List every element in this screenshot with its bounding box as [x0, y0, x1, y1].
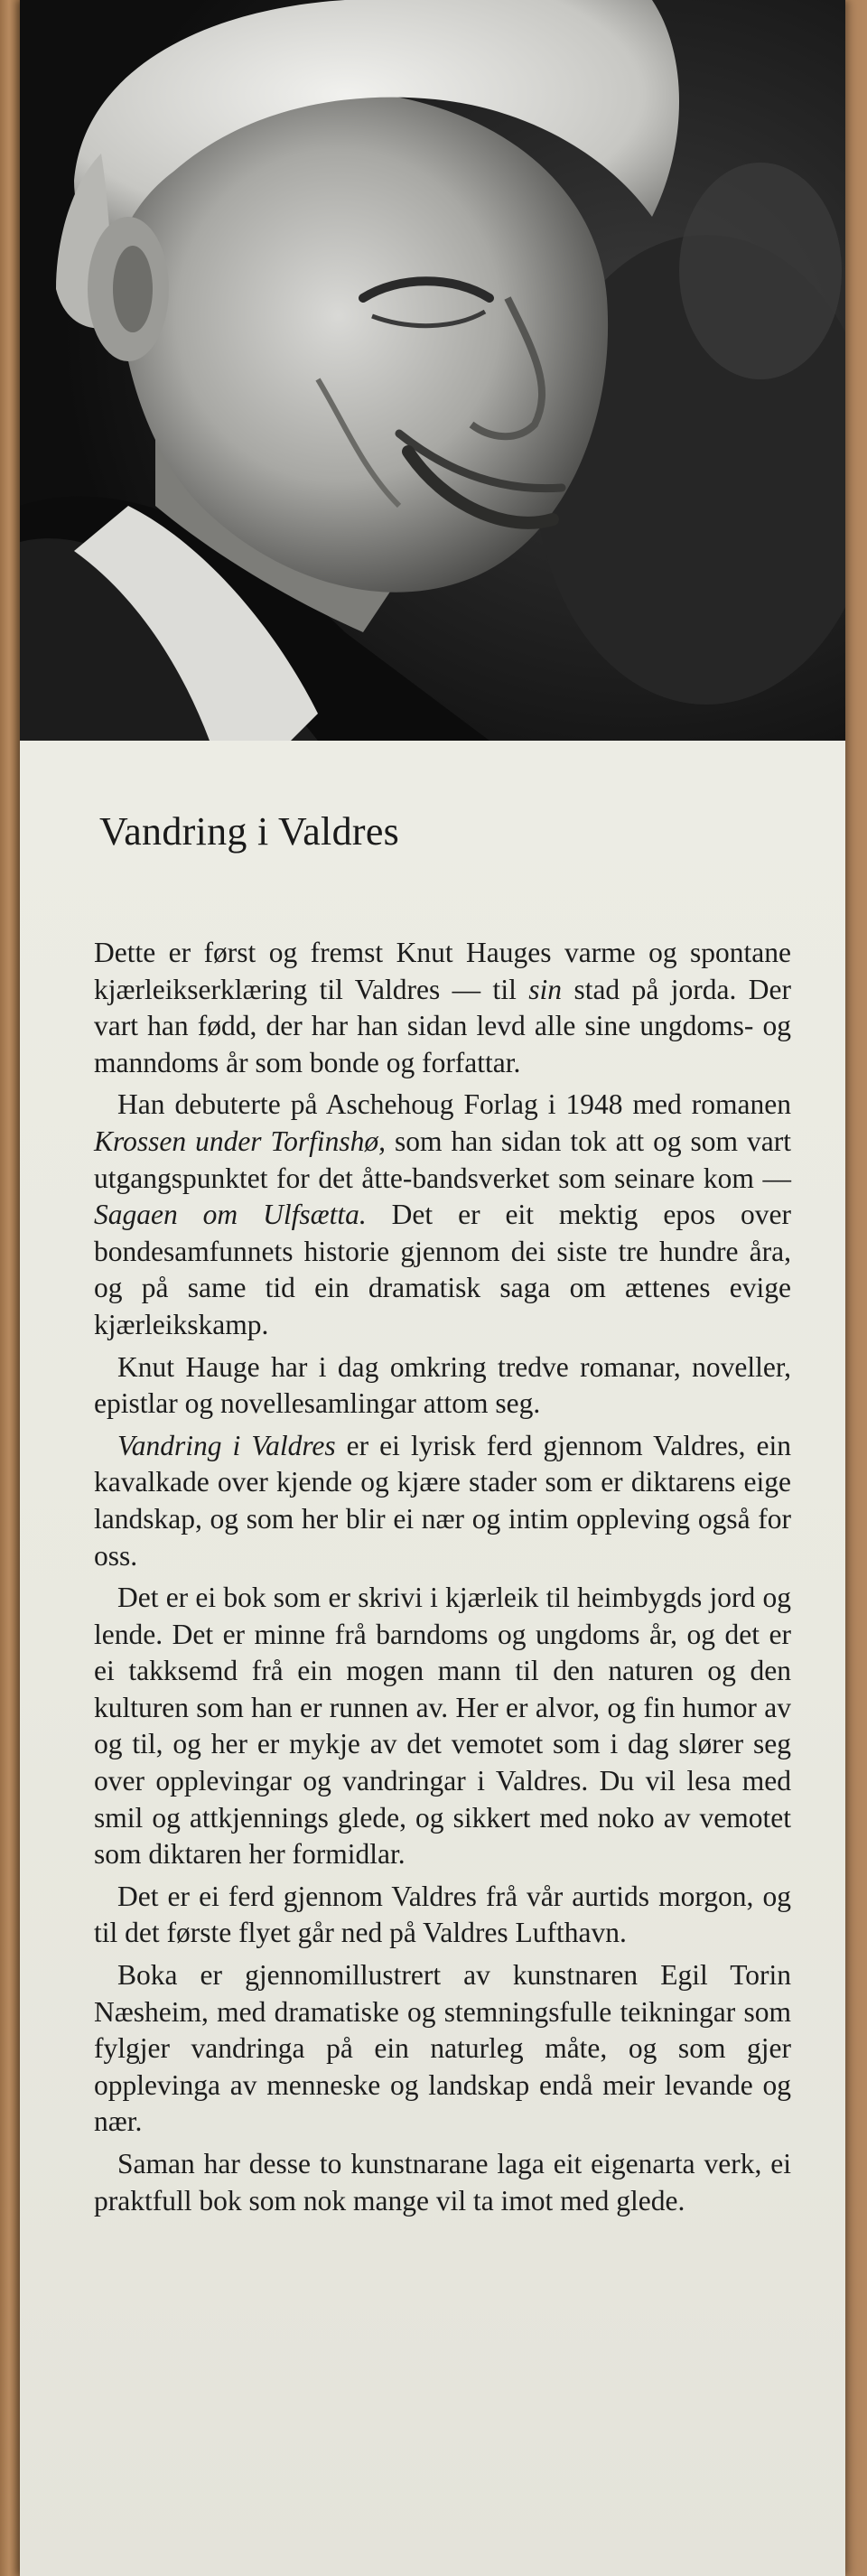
paragraph-text: som han sidan tok att og som vart utgangspunktet for det åtte-bandsverket som seinare kom —	[94, 1125, 791, 1194]
italic-title-text: Sagaen om Ulfsætta.	[94, 1199, 367, 1231]
paragraph-text: Saman har desse to kunstnarane laga eit eigenarta verk, ei praktfull bok som nok mange vil ta imot med glede.	[94, 2148, 791, 2217]
description-paragraph	[94, 1428, 791, 1574]
description-paragraph	[94, 1349, 791, 1423]
description-paragraph	[94, 935, 791, 1081]
paragraph-text: Det er ei bok som er skrivi i kjærleik til heimbygds jord og lende. Det er minne frå barndoms og ungdoms år, og det er ei takksemd frå ein mogen mann til den naturen og den kulturen som han er runnen av. Her er alvor, og fin humor av og til, og her er mykje av det vemotet som i dag slører seg over opplevingar og vandringar i Valdres. Du vil lesa med smil og attkjennings glede, og sikkert med noko av vemotet som diktaren her formidlar.	[94, 1582, 791, 1871]
italic-title-text: Krossen under Torfinshø,	[94, 1125, 387, 1157]
paragraph-text: stad på jorda. Der vart han fødd, der har han sidan levd alle sine ungdoms- og manndoms år som bonde og forfattar.	[94, 973, 791, 1078]
description-paragraph	[94, 1957, 791, 2141]
author-portrait-photo	[20, 0, 845, 741]
paragraph-text: Han debuterte på Aschehoug Forlag i 1948 med romanen	[117, 1088, 791, 1121]
book-title: Vandring i Valdres	[99, 809, 400, 854]
paragraph-text: Det er ei ferd gjennom Valdres frå vår aurtids morgon, og til det første flyet går ned på Valdres Lufthavn.	[94, 1880, 791, 1949]
description-paragraph	[94, 1580, 791, 1873]
description-paragraph	[94, 2146, 791, 2219]
paragraph-text: er ei lyrisk ferd gjennom Valdres, ein kavalkade over kjende og kjære stader som er diktarens eige landskap, og som her blir ei nær og intim oppleving også for oss.	[94, 1429, 791, 1572]
description-paragraph	[94, 1087, 791, 1343]
paragraph-text: Dette er først og fremst Knut Hauges varme og spontane kjærleikserklæring til Valdres — til	[94, 937, 791, 1005]
book-description	[94, 935, 791, 2225]
italic-title-text: sin	[528, 973, 563, 1005]
paragraph-text: Det er eit mektig epos over bondesamfunnets historie gjennom dei siste tre hundre åra, og på same tid ein dramatisk saga om ættenes evige kjærleikskamp.	[94, 1199, 791, 1340]
italic-title-text: Vandring i Valdres	[117, 1429, 336, 1461]
description-paragraph	[94, 1879, 791, 1952]
paragraph-text: Knut Hauge har i dag omkring tredve romanar, noveller, epistlar og novellesamlingar attom seg.	[94, 1350, 791, 1420]
book-jacket-flap	[20, 0, 845, 2576]
paragraph-text: Boka er gjennomillustrert av kunstnaren Egil Torin Næsheim, med dramatiske og stemningsfulle teikningar som fylgjer vandringa på ein naturleg måte, og som gjer opplevinga av menneske og landskap endå meir levande og nær.	[94, 1959, 791, 2138]
